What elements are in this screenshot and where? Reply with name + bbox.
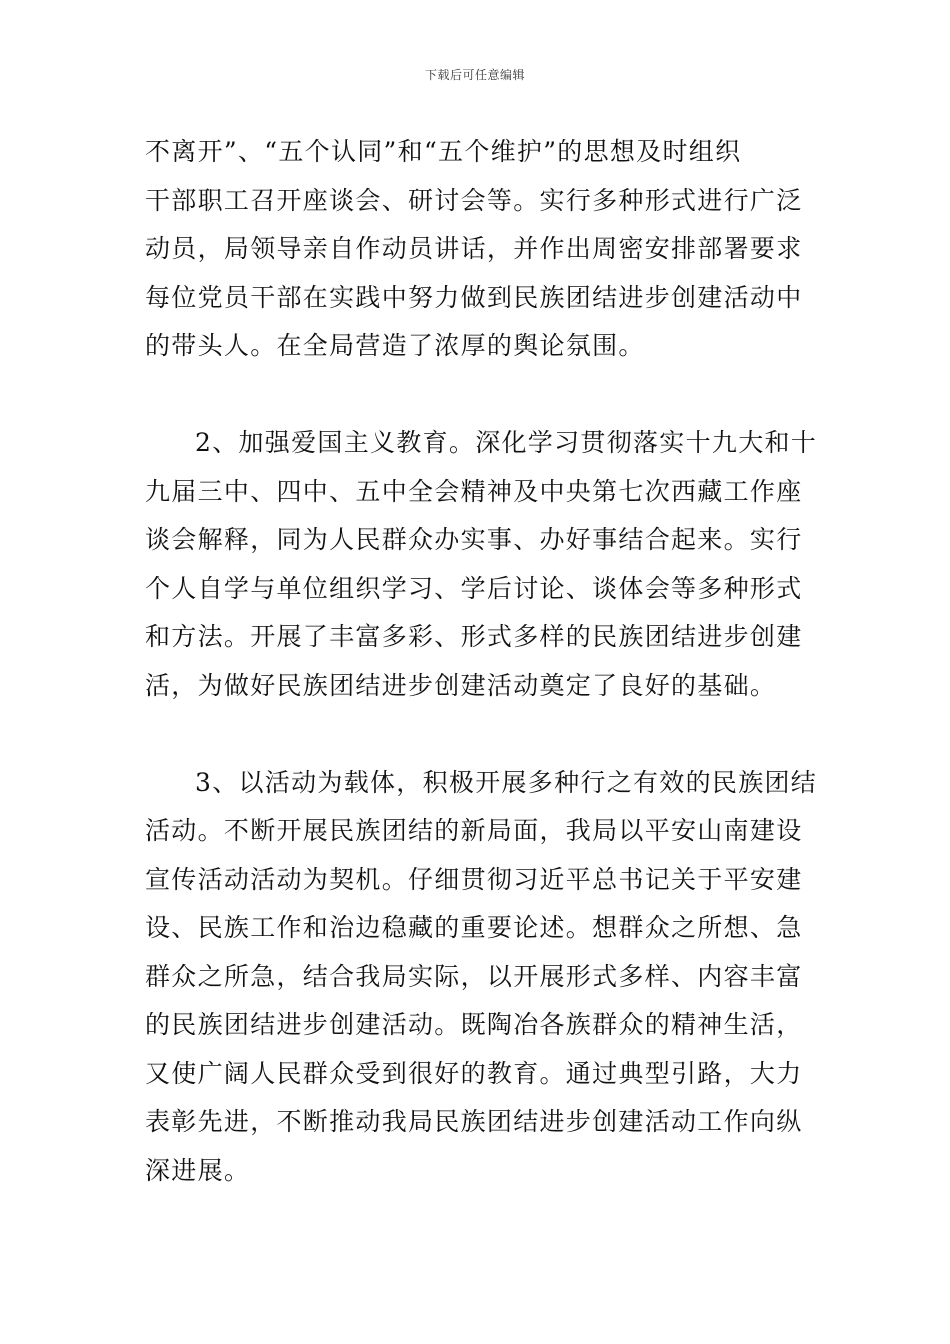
text-line: 不离开”、“五个认同”和“五个维护”的思想及时组织: [145, 137, 742, 166]
paragraph-gap: [145, 710, 815, 759]
paragraph-2: [145, 419, 818, 710]
text-line: 的民族团结进步创建活动。既陶冶各族群众的精神生活，: [145, 1010, 803, 1039]
document-body: [145, 128, 818, 1195]
text-line: 个人自学与单位组织学习、学后讨论、谈体会等多种形式: [145, 573, 803, 603]
text-line: 表彰先进，不断推动我局民族团结进步创建活动工作向纵: [145, 1107, 803, 1136]
text-line: 和方法。开展了丰富多彩、形式多样的民族团结进步创建: [145, 622, 803, 651]
text-line: 干部职工召开座谈会、研讨会等。实行多种形式进行广泛: [145, 185, 803, 215]
text-line: 群众之所急，结合我局实际，以开展形式多样、内容丰富: [145, 961, 803, 991]
text-line: 2、加强爱国主义教育。深化学习贯彻落实十九大和十: [195, 428, 818, 457]
text-line: 3、以活动为载体，积极开展多种行之有效的民族团结: [195, 767, 818, 797]
text-line: 动员，局领导亲自作动员讲话，并作出周密安排部署要求: [145, 234, 803, 263]
paragraph-gap: [145, 371, 815, 420]
text-line: 设、民族工作和治边稳藏的重要论述。想群众之所想、急: [145, 913, 803, 942]
page-header: 下载后可任意编辑: [424, 68, 525, 82]
paragraph-3: [145, 759, 818, 1196]
text-line: 的带头人。在全局营造了浓厚的舆论氛围。: [145, 331, 645, 360]
text-line: 又使广阔人民群众受到很好的教育。通过典型引路，大力: [145, 1058, 803, 1088]
text-line: 每位党员干部在实践中努力做到民族团结进步创建活动中: [145, 282, 803, 312]
text-line: 深进展。: [145, 1155, 251, 1185]
text-line: 九届三中、四中、五中全会精神及中央第七次西藏工作座: [145, 476, 803, 506]
paragraph-1: [145, 128, 815, 371]
text-line: 宣传活动活动为契机。仔细贯彻习近平总书记关于平安建: [145, 864, 803, 894]
text-line: 活动。不断开展民族团结的新局面，我局以平安山南建设: [145, 816, 803, 845]
text-line: 活，为做好民族团结进步创建活动奠定了良好的基础。: [145, 670, 777, 700]
text-line: 谈会解释，同为人民群众办实事、办好事结合起来。实行: [145, 525, 803, 554]
